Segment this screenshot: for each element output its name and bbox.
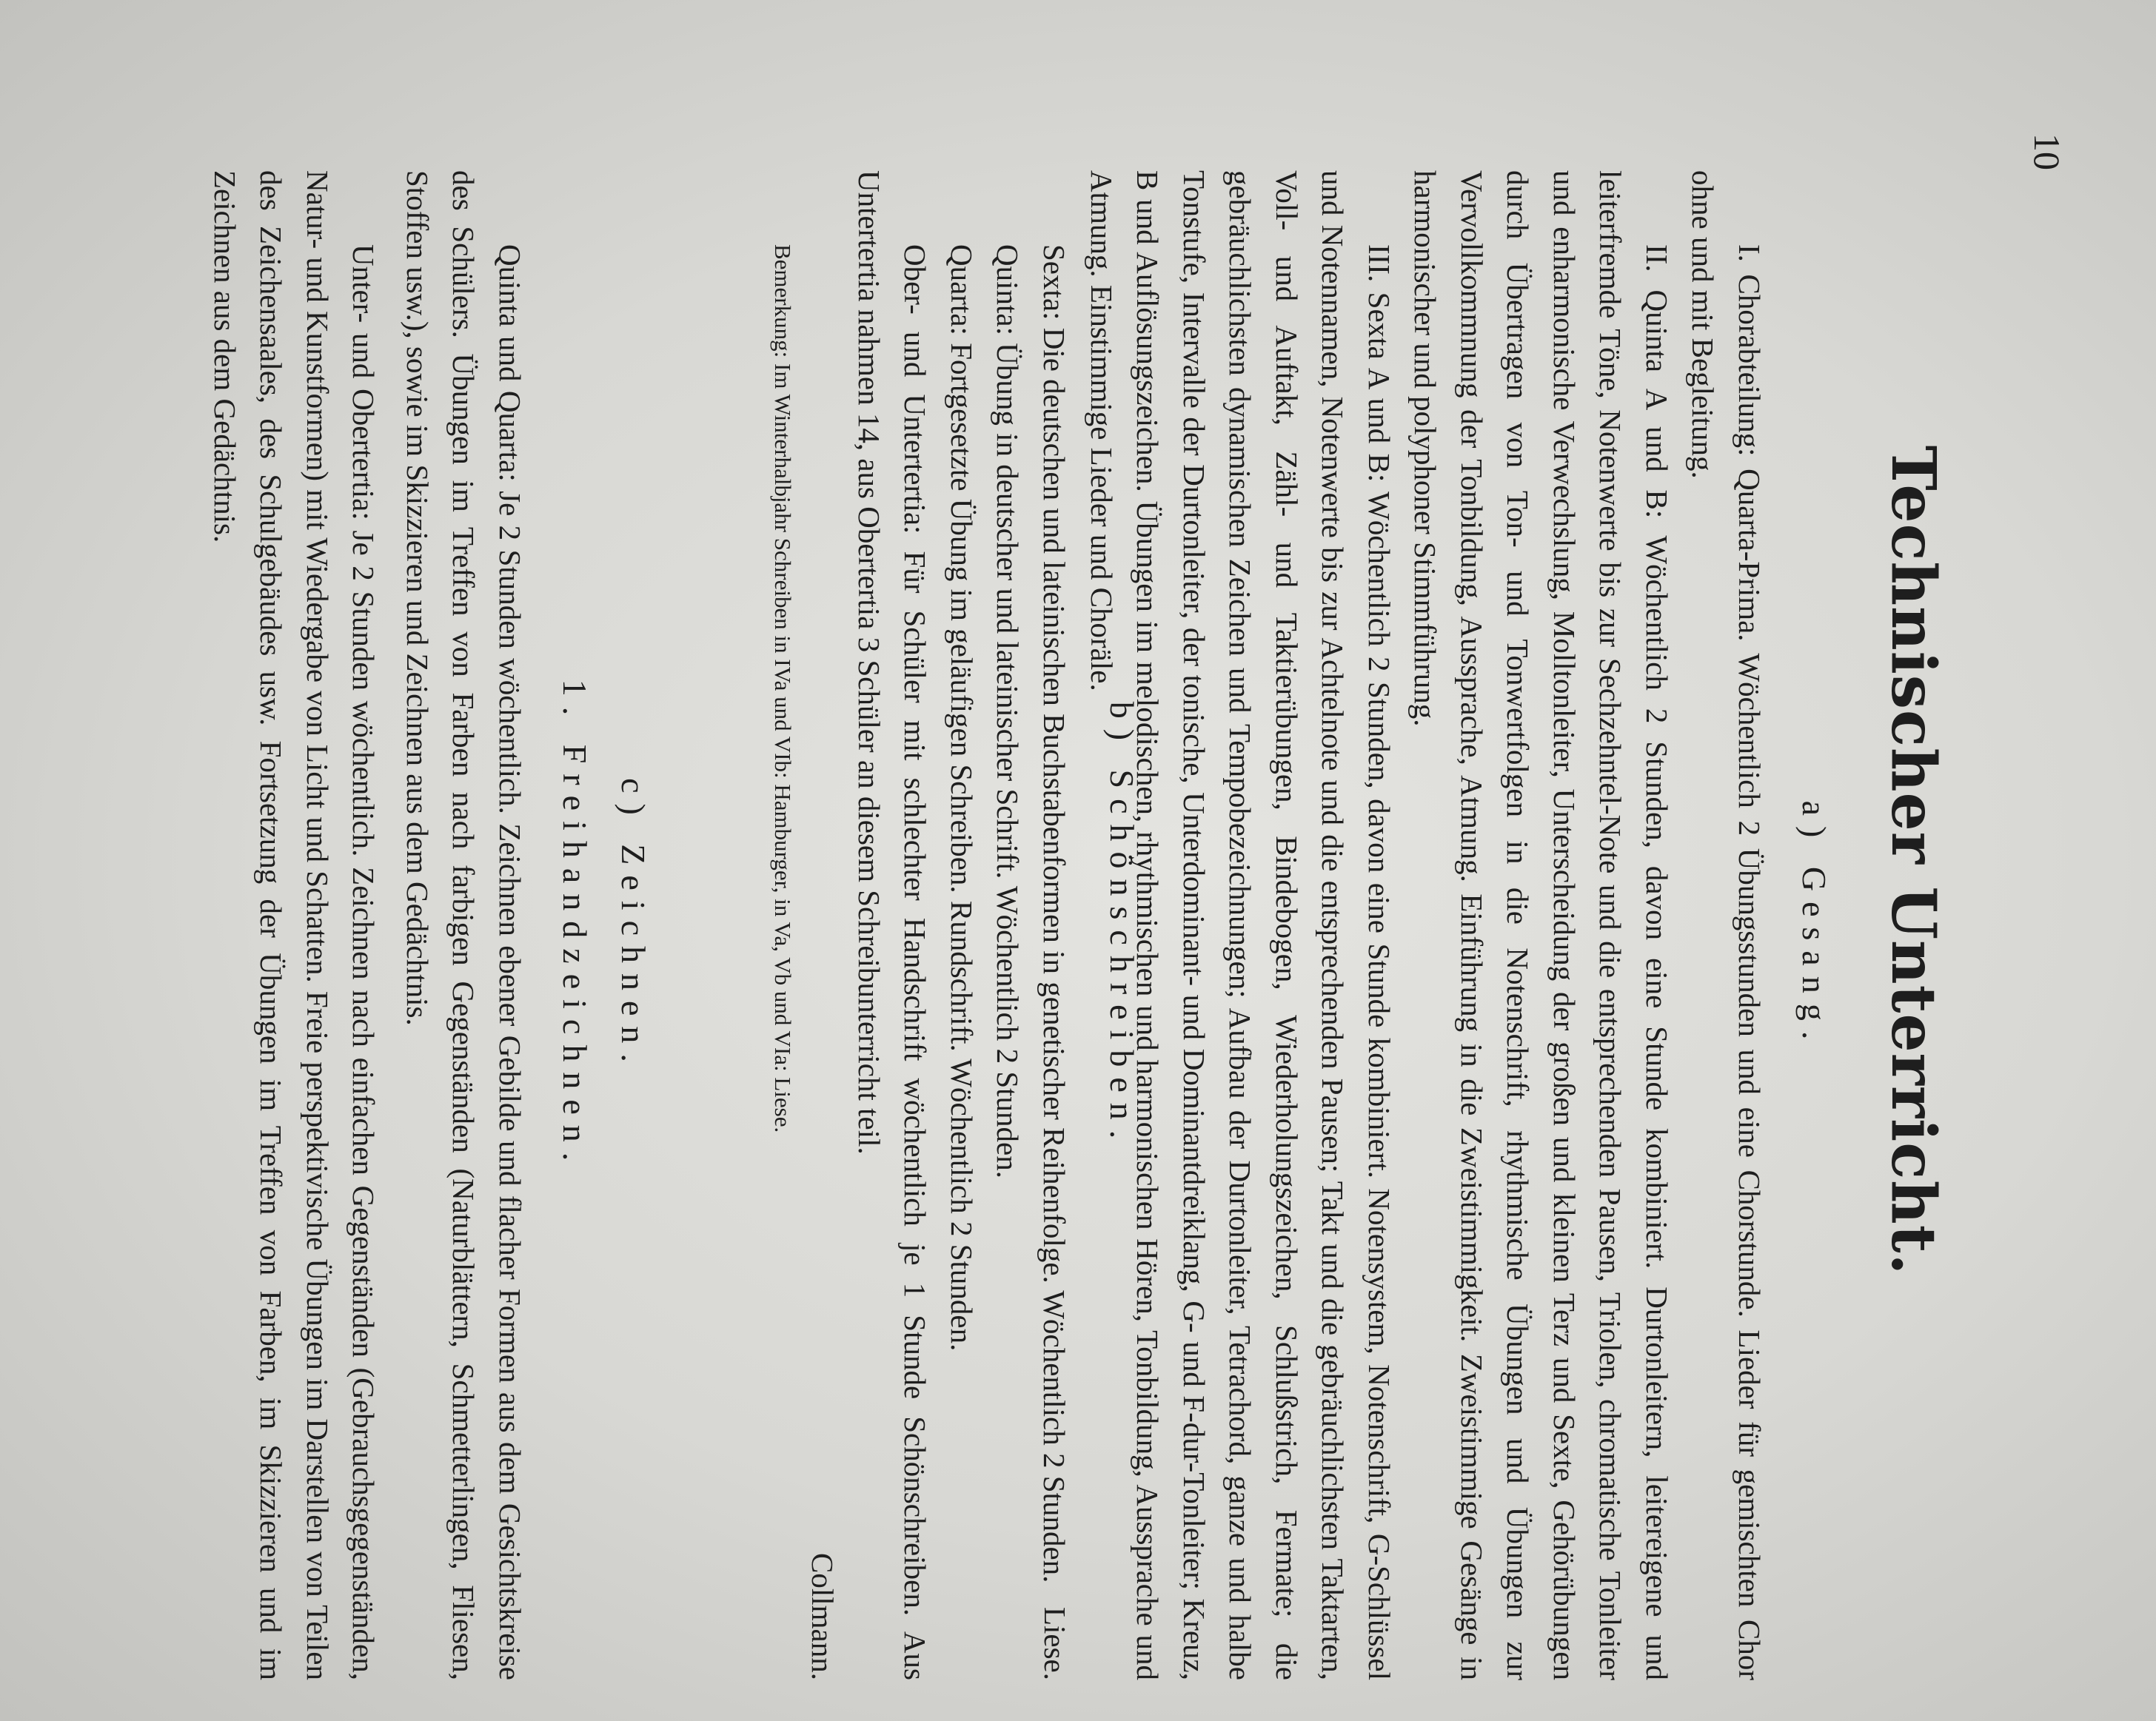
paragraph-quinta: II. Quinta A und B: Wöchentlich 2 Stunden, davon eine Stunde kombiniert. Durtonleitern, leitereigene und leiterfremde Töne, Notenwerte bis zur Sechzehntel-Note und die entsprechenden Pausen, Triolen, chromatische Tonleiter und enharmonische Verwechslung, Molltonleiter, Unterscheidung der großen und kleinen Terz und Sexte, Gehörübungen durch Übertragen von Ton- und Tonwertfolgen in die Notenschrift, rhythmische Übungen und Übungen zur Vervollkommnung der Tonbildung, Aussprache, Atmung. Einführung in die Zweistimmigkeit. Zweistimmige Gesänge in harmonischer und polyphoner Stimmführung. (1408, 170, 1674, 1680)
page-title: Technischer Unterricht. (1878, 445, 1949, 1276)
paragraph-sexta-schrift: Sexta: Die deutschen und lateinischen Buchstabenformen in genetischer Reihenfolge. Wöchentlich 2 Stunden. (1037, 244, 1071, 1583)
signature-liese: Liese. (1038, 1606, 1073, 1680)
remark-note: Bemerkung: Im Winterhalbjahr Schreiben in IVa und VIb: Hamburger, in Va, Vb und VIa: Liese. (770, 244, 796, 1133)
section-heading-schoenschreiben: b) Schönschreiben. (1103, 701, 1141, 1150)
paragraph-quarta-schrift: Quarta: Fortgesetzte Übung im geläufigen Schreiben. Rundschrift. Wöchentlich 2 Stunden. (945, 244, 979, 1352)
section-schoenschreiben (766, 170, 1142, 1680)
paragraph-chorabteilung: I. Chorabteilung: Quarta-Prima. Wöchentlich 2 Übungsstunden und eine Chorstunde. Lieder für gemischten Chor ohne und mit Begleitung. (1686, 170, 1767, 1680)
paragraph-sexta: III. Sexta A und B: Wöchentlich 2 Stunden, davon eine Stunde kombiniert. Notensystem, Notenschrift, G-Schlüssel und Notennamen, Notenwerte bis zur Achtelnote und die entsprechenden Pausen; Takt und die gebräuchlichsten Taktarten, Voll- und Auftakt, Zähl- und Taktierübungen, Bindebogen, Wiederholungszeichen, Schlußstrich, Fermate; die gebräuchlichsten dynamischen Zeichen und Tempobezeichnungen; Aufbau der Durtonleiter, Tetrachord, ganze und halbe Tonstufe, Intervalle der Durtonleiter, der tonische, Unterdominant- und Dominantdreiklang, G- und F-dur-Tonleiter; Kreuz, B und Auflösungszeichen. Übungen im melodischen, rhythmischen und harmonischen Hören, Tonbildung, Aussprache und Atmung. Einstimmige Lieder und Choräle. (1085, 170, 1396, 1680)
section-heading-gesang: a) Gesang. (1795, 800, 1833, 1050)
section-heading-zeichnen: c) Zeichnen. (615, 778, 652, 1073)
section-zeichnen (202, 170, 654, 1680)
subsection-heading-freihandzeichnen: 1. Freihandzeichnen. (556, 679, 594, 1172)
paragraph-tertia-zeichnen: Unter- und Obertertia: Je 2 Stunden wöchentlich. Zeichnen nach einfachen Gegenständen (Gebrauchsgegenständen, Natur- und Kunstformen) mit Wiedergabe von Licht und Schatten. Freie perspektivische Übungen im Darstellen von Teilen des Zeichensaales, des Schulgebäudes usw. Fortsetzung der Übungen im Treffen von Farben, im Skizzieren und im Zeichnen aus dem Gedächtnis. (208, 170, 381, 1680)
signature-collmann: Collmann. (806, 1553, 840, 1680)
paragraph-quinta-quarta-zeichnen: Quinta und Quarta: Je 2 Stunden wöchentlich. Zeichnen ebener Gebilde und flacher Formen aus dem Gesichtskreise des Schülers. Übungen im Treffen von Farben nach farbigen Gegenständen (Naturblättern, Schmetterlingen, Fliesen, Stoffen usw.), sowie im Skizzieren und Zeichnen aus dem Gedächtnis. (401, 170, 527, 1680)
page-number: 10 (2026, 133, 2068, 170)
section-gesang (1032, 170, 1834, 1680)
paragraph-tertia-schrift: Ober- und Untertertia: Für Schüler mit schlechter Handschrift wöchentlich je 1 Stunde Schönschreiben. Aus Untertertia nahmen 14, aus Obertertia 3 Schüler an diesem Schreibunterricht teil. (852, 170, 933, 1680)
paragraph-quinta-schrift: Quinta: Übung in deutscher und lateinischer Schrift. Wöchentlich 2 Stunden. (991, 244, 1025, 1178)
